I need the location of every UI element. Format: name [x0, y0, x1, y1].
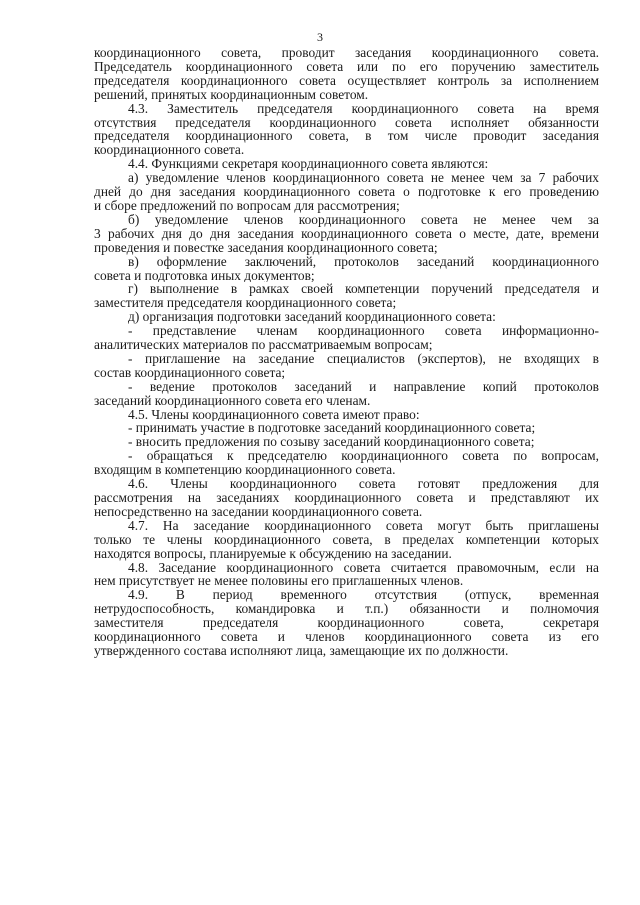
text-line: 4.8. Заседание координационного совета считается правомочным, если на — [128, 560, 599, 575]
text-line: Председатель координационного совета или по его поручению заместитель — [94, 59, 599, 74]
text-line: г) выполнение в рамках своей компетенции поручений председателя и — [128, 282, 599, 297]
text-line: состав координационного совета; — [94, 365, 286, 380]
text-line: 4.4. Функциями секретаря координационного совета являются: — [128, 157, 489, 172]
text-line: рассмотрения на заседаниях координационного совета и представляют их — [94, 491, 599, 505]
text-line: 3 рабочих дня до дня заседания координационного совета о месте, дате, времени — [94, 226, 599, 241]
text-line: 4.5. Члены координационного совета имеют право: — [128, 407, 420, 422]
text-line: дней до дня заседания координационного совета о подготовке к его проведению — [94, 185, 599, 199]
text-line: а) уведомление членов координационного совета не менее чем за 7 рабочих — [128, 171, 599, 186]
text-line: - обращаться к председателю координационного совета по вопросам, — [128, 449, 599, 464]
text-line: утвержденного состава исполняют лица, замещающие их по должности. — [94, 643, 509, 658]
text-line: заместителя председателя координационного совета, секретаря — [94, 616, 599, 631]
text-line: - вносить предложения по созыву заседаний координационного совета; — [128, 435, 535, 450]
document-body — [94, 46, 599, 658]
text-line: 4.3. Заместитель председателя координационного совета на время — [128, 101, 599, 116]
text-line: только те члены координационного совета, в пределах компетенции которых — [94, 532, 599, 547]
text-line: аналитических материалов по рассматриваемым вопросам; — [94, 338, 433, 352]
text-line: координационного совета, проводит заседания координационного совета. — [94, 46, 599, 60]
text-line: - принимать участие в подготовке заседаний координационного совета; — [128, 421, 536, 436]
text-line: - представление членам координационного совета информационно- — [128, 324, 599, 339]
text-line: координационного совета. — [94, 143, 245, 158]
text-line: нетрудоспособность, командировка и т.п.) обязанности и полномочия — [94, 602, 599, 617]
text-line: 4.9. В период временного отсутствия (отпуск, временная — [128, 588, 599, 603]
text-line: отсутствия председателя координационного совета исполняет обязанности — [94, 115, 599, 130]
text-line: - ведение протоколов заседаний и направление копий протоколов — [128, 379, 599, 394]
text-line: координационного совета и членов координационного совета из его — [94, 630, 599, 644]
text-line: 4.7. На заседание координационного совета могут быть приглашены — [128, 518, 599, 533]
text-line: 4.6. Члены координационного совета готовят предложения для — [128, 477, 599, 491]
text-line: проведения и повестке заседания координационного совета; — [94, 240, 438, 255]
text-line: председателя координационного совета осуществляет контроль за исполнением — [94, 73, 599, 88]
text-line: находятся вопросы, планируемые к обсуждению на заседании. — [94, 546, 452, 561]
text-line: входящим в компетенцию координационного совета. — [94, 463, 396, 478]
text-line: в) оформление заключений, протоколов заседаний координационного — [128, 254, 599, 269]
text-line: решений, принятых координационным советом. — [94, 87, 369, 102]
text-line: нем присутствует не менее половины его приглашенных членов. — [94, 574, 464, 589]
text-line: - приглашение на заседание специалистов (экспертов), не входящих в — [128, 351, 599, 366]
text-line: заседаний координационного совета его членам. — [94, 393, 371, 408]
text-line: председателя координационного совета, в том числе проводит заседания — [94, 129, 599, 144]
text-line: б) уведомление членов координационного совета не менее чем за — [128, 212, 599, 227]
text-line: и сборе предложений по вопросам для рассмотрения; — [94, 198, 400, 213]
text-line: совета и подготовка иных документов; — [94, 268, 315, 283]
text-line: непосредственно на заседании координационного совета. — [94, 504, 423, 519]
text-line: д) организация подготовки заседаний координационного совета: — [128, 310, 496, 325]
page-number: 3 — [317, 30, 323, 44]
text-line: заместителя председателя координационного совета; — [94, 296, 397, 311]
